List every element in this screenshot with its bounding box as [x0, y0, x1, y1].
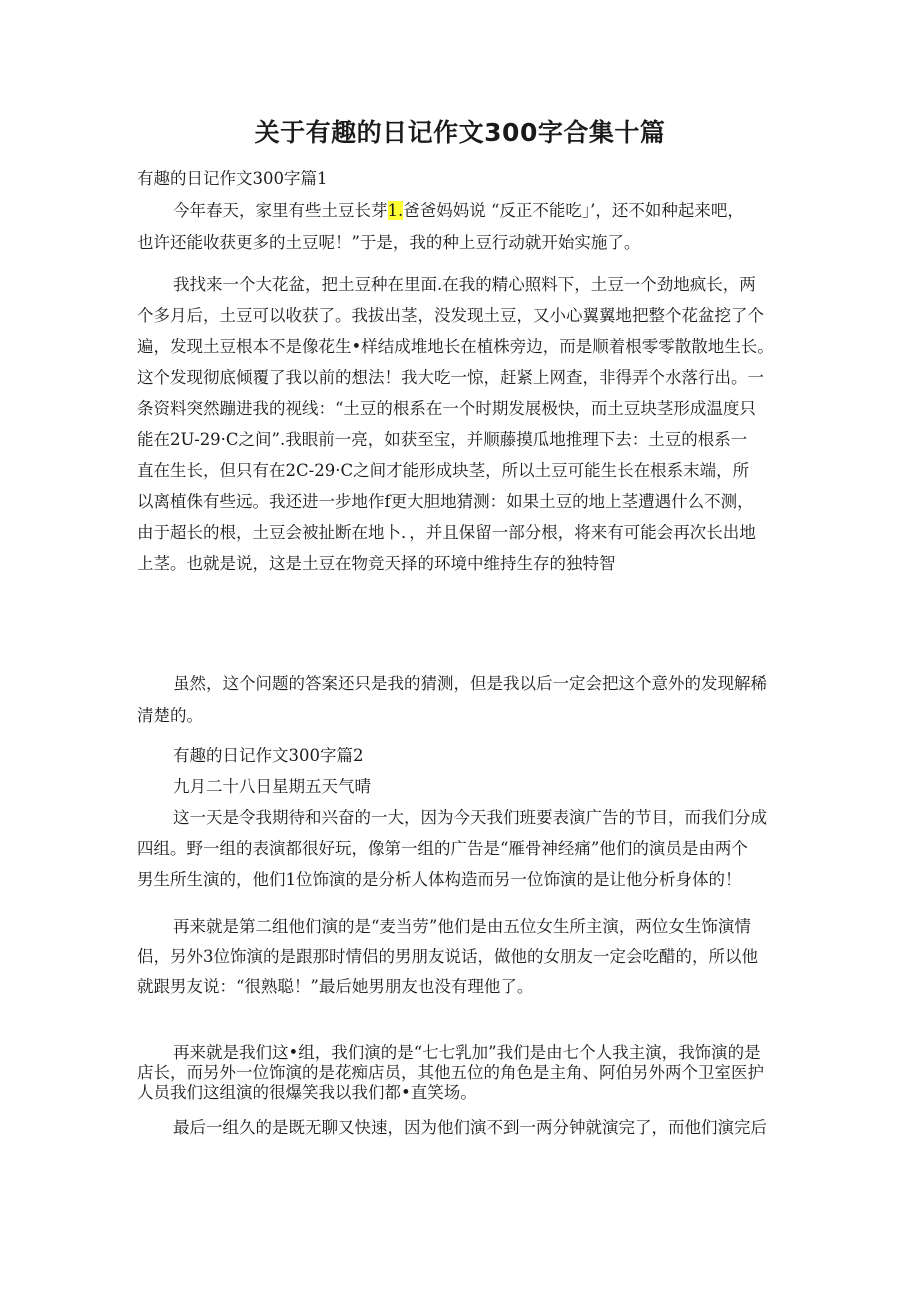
paragraph-line: 就跟男友说：“很熟聪！”最后她男朋友也没有理他了。 [137, 977, 534, 996]
paragraph-line: 人员我们这组演的很爆笑我以我们都•直笑场。 [137, 1083, 477, 1102]
paragraph-line: 最后一组久的是既无聊又快速，因为他们演不到一两分钟就演完了，而他们演完后 [173, 1118, 767, 1137]
text-run: 今年春天，家里有些土豆长芽 [173, 201, 388, 220]
date-line: 九月二十八日星期五天气晴 [173, 777, 371, 796]
paragraph-line: 侣，另外3位饰演的是跟那时情侣的男朋友说话，做他的女朋友一定会吃醋的，所以他 [137, 947, 758, 966]
article-2-paragraph-2 [137, 912, 787, 1002]
paragraph-line: 再来就是我们这•组，我们演的是“七七乳加”我们是由七个人我主演，我饰演的是 [173, 1043, 761, 1062]
paragraph-line: 以离植侏有些远。我还进一步地作f更大胆地猜测：如果土豆的地上茎遭遇什么不测， [137, 492, 754, 511]
paragraph-line: 再来就是第二组他们演的是“麦当劳”他们是由五位女生所主演，两位女生饰演情 [173, 917, 751, 936]
paragraph-line: 条资料突然蹦进我的视线：“土豆的根系在一个时期发展极快，而土豆块茎形成温度只 [137, 399, 756, 418]
article-1-paragraph-2 [137, 269, 787, 579]
article-1-heading: 有趣的日记作文300字篇1 [137, 169, 328, 188]
document-title: 关于有趣的日记作文300字合集十篇 [254, 118, 666, 147]
paragraph-line: 这一天是令我期待和兴奋的一大，因为今天我们班要表演广告的节目，而我们分成 [173, 808, 767, 827]
article-1-paragraph-1 [137, 195, 787, 259]
paragraph-line: 遍，发现土豆根本不是像花生•样结成堆地长在植株旁边，而是顺着根零零散散地生长。 [137, 337, 774, 356]
paragraph-line: 直在生长，但只有在2C-29·C之间才能形成块茎，所以土豆可能生长在根系末端，所 [137, 461, 750, 480]
paragraph-line: 能在2U-29·C之间”.我眼前一亮，如获至宝，并顺藤摸瓜地推理下去：土豆的根系一 [137, 430, 748, 449]
article-2 [137, 740, 787, 895]
article-1 [137, 163, 787, 259]
article-1-paragraph-3 [137, 668, 787, 732]
paragraph-line: 这个发现彻底倾覆了我以前的想法！我大吃一惊，赶紧上网查，非得弄个水落行出。一 [137, 368, 764, 387]
paragraph-line: 四组。野一组的表演都很好玩，像第一组的广告是“雁骨神经痛”他们的演员是由两个 [137, 839, 748, 858]
paragraph-line: 个多月后，土豆可以收获了。我拔出茎，没发现土豆，又小心翼翼地把整个花盆挖了个 [137, 306, 764, 325]
article-2-paragraph-4 [137, 1112, 787, 1144]
text-run: 爸爸妈妈说 “反正不能吃」’，还不如种起来吧， [403, 201, 744, 220]
article-2-heading: 有趣的日记作文300字篇2 [173, 746, 364, 765]
paragraph-line: 店长，而另外一位饰演的是花痴店员，其他五位的角色是主角、阿伯另外两个卫室医护 [137, 1063, 764, 1082]
article-2-paragraph-3 [137, 1043, 787, 1103]
paragraph-line: 上茎。也就是说，这是土豆在物竞天择的环境中维持生存的独特智 [137, 554, 616, 573]
paragraph-line [137, 195, 787, 227]
paragraph-line: 由于超长的根，土豆会被扯断在地卜．，并且保留一部分根，将来有可能会再次长出地 [137, 523, 756, 542]
paragraph-line: 我找来一个大花盆，把土豆种在里面.在我的精心照料下，土豆一个劲地疯长，两 [173, 275, 756, 294]
paragraph-line: 也许还能收获更多的土豆呢！”于是，我的种上豆行动就开始实施了。 [137, 233, 641, 252]
paragraph-line: 虽然，这个问题的答案还只是我的猜测，但是我以后一定会把这个意外的发现解稀 [173, 674, 767, 693]
paragraph-line: 清楚的。 [137, 706, 203, 725]
highlighted-text: 1. [387, 201, 404, 220]
paragraph-line: 男生所生演的，他们1位饰演的是分析人体构造而另一位饰演的是让他分析身体的！ [137, 870, 742, 889]
